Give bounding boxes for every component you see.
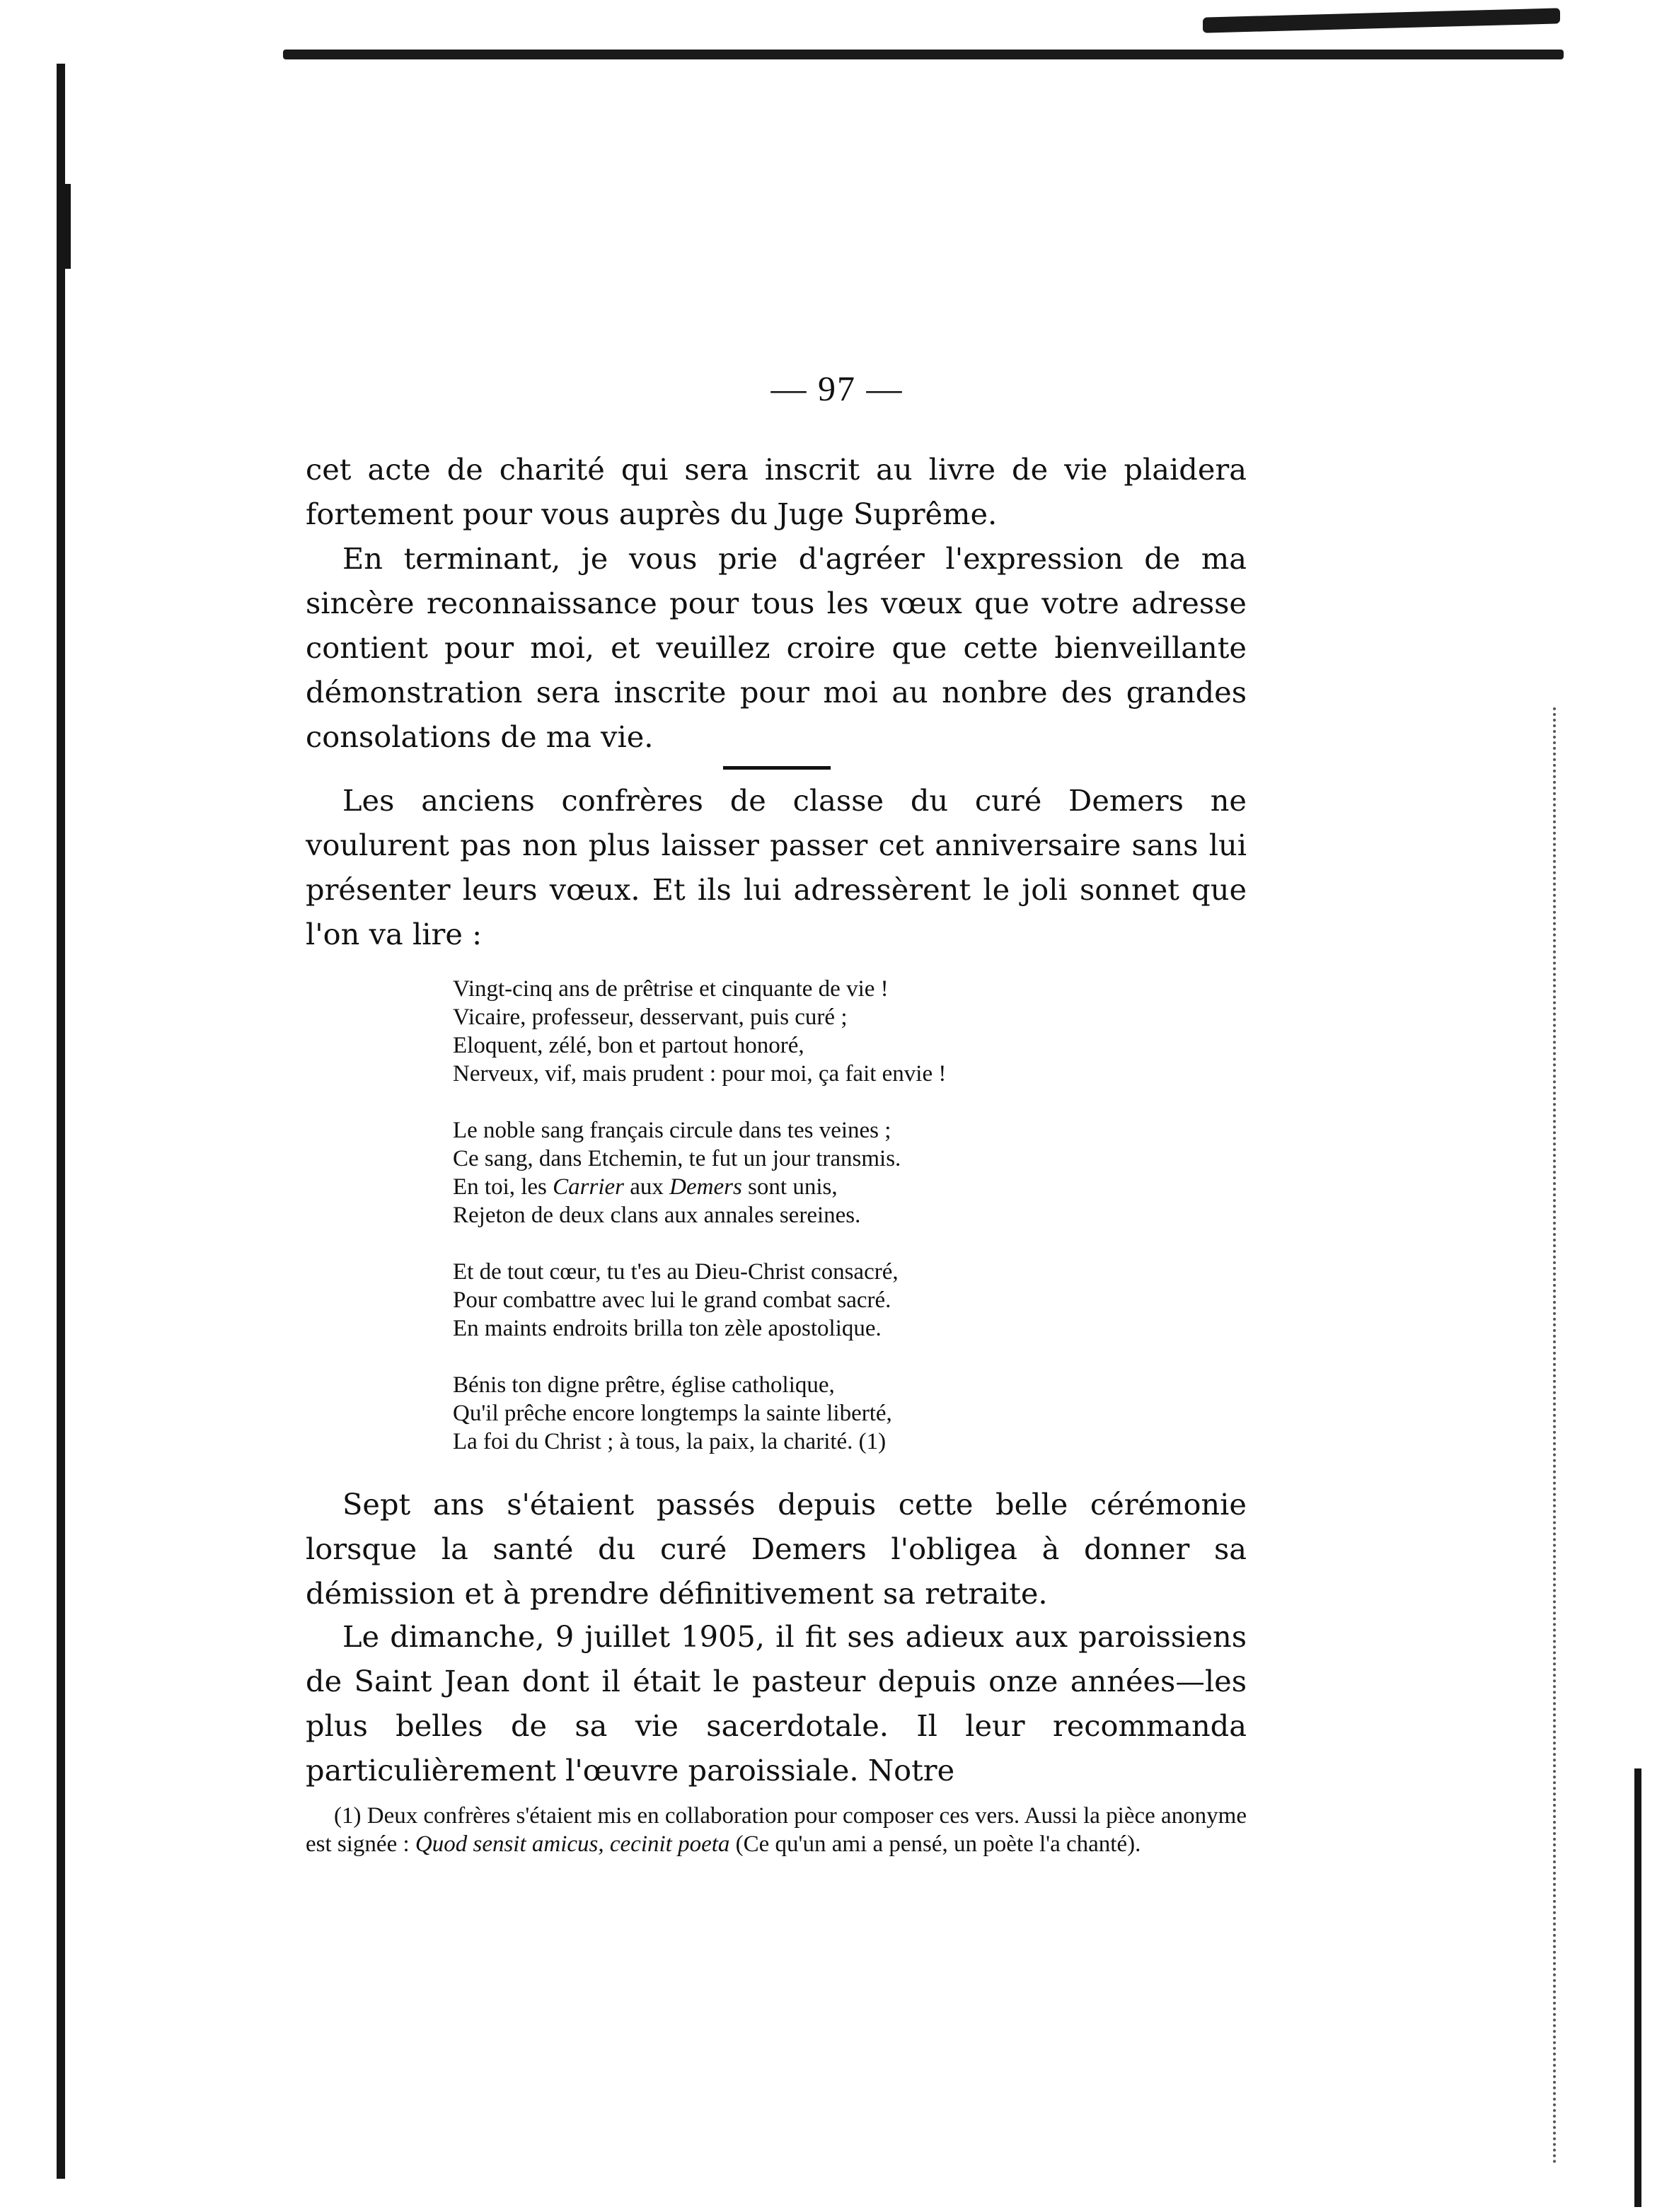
scan-left-edge-mark [65, 184, 71, 269]
sonnet-name-carrier: Carrier [553, 1174, 625, 1200]
sonnet-line: Nerveux, vif, mais prudent : pour moi, ça fait envie ! [453, 1061, 947, 1087]
sonnet-text: En toi, les [453, 1174, 553, 1200]
sonnet-line: Rejeton de deux clans aux annales sereines. [453, 1203, 861, 1228]
sonnet-line: Vicaire, professeur, desservant, puis curé ; [453, 1004, 848, 1030]
sonnet-line: Bénis ton digne prêtre, église catholique, [453, 1372, 835, 1398]
sonnet-line: Vingt-cinq ans de prêtrise et cinquante de vie ! [453, 976, 889, 1002]
section-divider [723, 766, 831, 770]
footnote-latin-quote: Quod sensit amicus, cecinit poeta [415, 1831, 730, 1857]
paragraph-2: En terminant, je vous prie d'agréer l'expression de ma sincère reconnaissance pour tous les vœux que votre adresse contient pour moi, et veuillez croire que cette bienveillante démonstration sera inscrite pour moi au nonbre des grandes consolations de ma vie. [306, 541, 1247, 754]
footnote-text: (1) Deux confrères s'étaient mis en collaboration pour composer ces vers. Aussi la pièce anonyme est signée : [306, 1803, 1247, 1857]
sonnet-stanza-2 [453, 1116, 1266, 1229]
sonnet-stanza-4 [453, 1371, 1266, 1456]
sonnet-line: Qu'il prêche encore longtemps la sainte liberté, [453, 1401, 892, 1426]
sonnet-line: Ce sang, dans Etchemin, te fut un jour transmis. [453, 1146, 901, 1171]
sonnet-name-demers: Demers [669, 1174, 742, 1200]
footnote [306, 1802, 1247, 1858]
sonnet-line: Le noble sang français circule dans tes veines ; [453, 1118, 891, 1143]
paragraph-4: Sept ans s'étaient passés depuis cette belle cérémonie lorsque la santé du curé Demers l'obligea à donner sa démission et à prendre définitivement sa retraite. [306, 1487, 1247, 1611]
sonnet-text: aux [624, 1174, 670, 1200]
sonnet-stanza-3 [453, 1258, 1266, 1343]
sonnet-line: Pour combattre avec lui le grand combat sacré. [453, 1287, 891, 1313]
scan-dotted-edge [1553, 707, 1559, 2165]
paragraph-1: cet acte de charité qui sera inscrit au livre de vie plaidera fortement pour vous auprès du Juge Suprême. [306, 452, 1247, 531]
sonnet-line: Et de tout cœur, tu t'es au Dieu-Christ consacré, [453, 1259, 899, 1285]
sonnet-stanza-1 [453, 975, 1266, 1088]
scan-top-smudge [1203, 8, 1560, 33]
sonnet-line [453, 1173, 1266, 1201]
paragraph-5: Le dimanche, 9 juillet 1905, il fit ses adieux aux paroissiens de Saint Jean dont il était le pasteur depuis onze années—les plus belles de sa vie sacerdotale. Il leur recommanda particulièrement l'œuvre paroissiale. Notre [306, 1619, 1247, 1788]
sonnet-line: Eloquent, zélé, bon et partout honoré, [453, 1033, 804, 1058]
sonnet-text: sont unis, [741, 1174, 838, 1200]
scan-right-edge [1634, 1768, 1641, 2207]
sonnet-line: La foi du Christ ; à tous, la paix, la charité. (1) [453, 1429, 887, 1454]
page-number: — 97 — [770, 369, 904, 408]
scan-top-rule [283, 50, 1564, 59]
sonnet-line: En maints endroits brilla ton zèle apostolique. [453, 1316, 882, 1341]
paragraph-3: Les anciens confrères de classe du curé Demers ne voulurent pas non plus laisser passer cet anniversaire sans lui présenter leurs vœux. Et ils lui adressèrent le joli sonnet que l'on va lire : [306, 783, 1247, 951]
footnote-text: (Ce qu'un ami a pensé, un poète l'a chanté). [729, 1831, 1141, 1857]
sonnet [453, 975, 1266, 1484]
